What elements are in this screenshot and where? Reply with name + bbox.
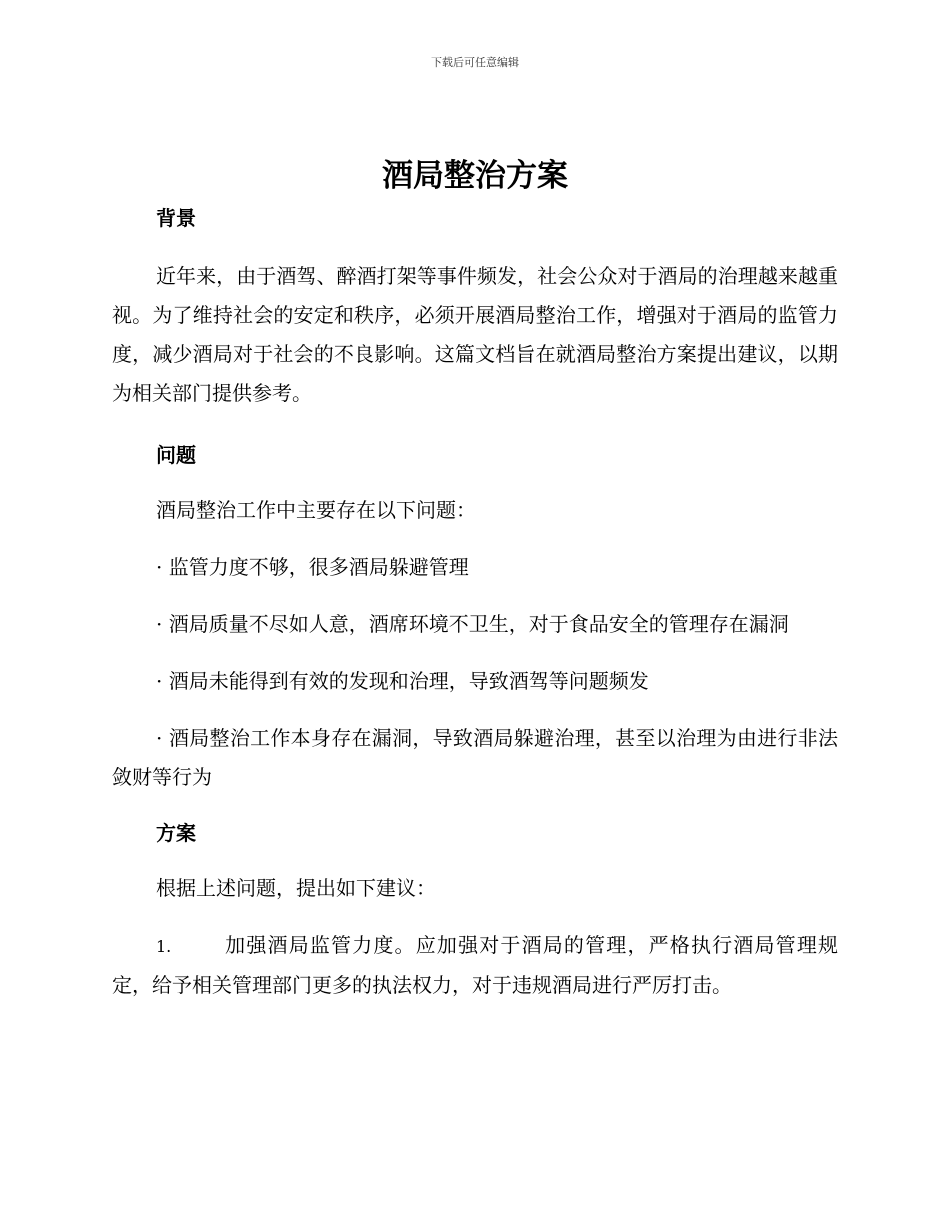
document-body — [112, 200, 838, 1005]
document-title: 酒局整治方案 — [382, 158, 568, 194]
section-heading-plan: 方案 — [156, 821, 196, 845]
header-note: 下载后可任意编辑 — [431, 56, 519, 69]
problems-intro: 酒局整治工作中主要存在以下问题： — [156, 498, 476, 522]
problem-item: · 酒局整治工作本身存在漏洞，导致酒局躲避治理，甚至以治理为由进行非法敛财等行为 — [112, 726, 838, 789]
problem-item: · 酒局质量不尽如人意，酒席环境不卫生，对于食品安全的管理存在漏洞 — [156, 612, 789, 636]
plan-item-text: 加强酒局监管力度。应加强对于酒局的管理，严格执行酒局管理规定，给予相关管理部门更多的执法权力，对于违规酒局进行严厉打击。 — [112, 933, 838, 997]
section-heading-problems: 问题 — [156, 443, 196, 467]
plan-item-number: 1. — [156, 937, 172, 956]
background-paragraph: 近年来，由于酒驾、醉酒打架等事件频发，社会公众对于酒局的治理越来越重视。为了维持社会的安定和秩序，必须开展酒局整治工作，增强对于酒局的监管力度，减少酒局对于社会的不良影响。这篇文档旨在就酒局整治方案提出建议，以期为相关部门提供参考。 — [112, 264, 838, 405]
section-heading-background: 背景 — [156, 206, 196, 230]
plan-item — [112, 926, 838, 1005]
problem-item: · 酒局未能得到有效的发现和治理，导致酒驾等问题频发 — [156, 669, 649, 693]
plan-intro: 根据上述问题，提出如下建议： — [156, 876, 436, 900]
problem-item: · 监管力度不够，很多酒局躲避管理 — [156, 555, 469, 579]
